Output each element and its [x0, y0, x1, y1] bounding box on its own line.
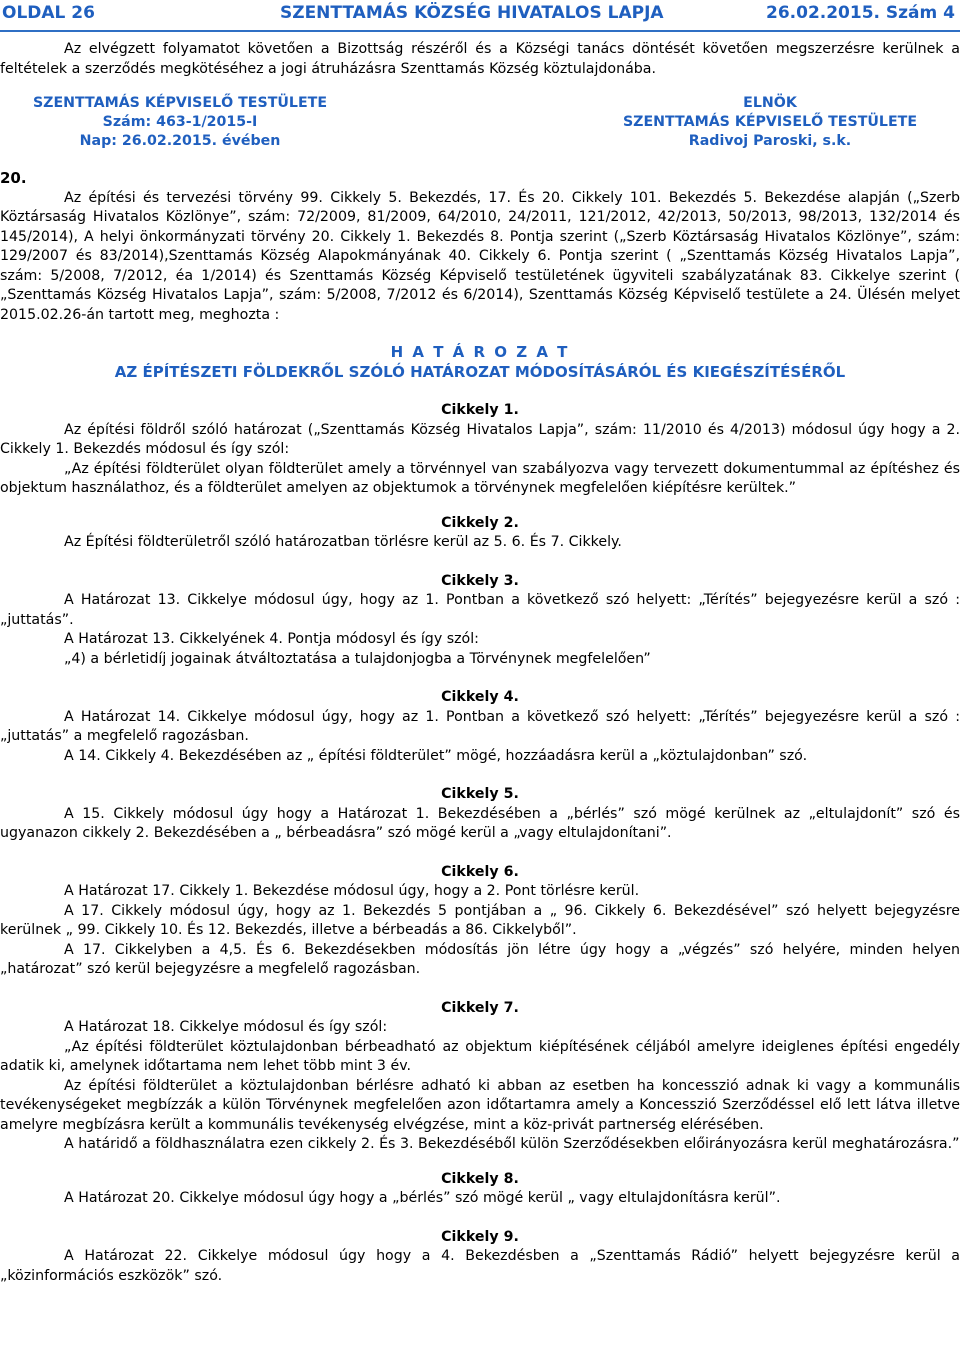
signature-block — [0, 94, 960, 150]
article-paragraph: A Határozat 18. Cikkelye módosul és így szól: — [64, 1019, 388, 1035]
article-title: Cikkely 2. — [441, 514, 519, 531]
article-title: Cikkely 4. — [441, 689, 519, 705]
article-paragraph: „4) a bérletidíj jogainak átváltoztatása a tulajdonjogba a Törvénynek megfelelően” — [64, 650, 651, 667]
sig-right-line-1: ELNÖK — [743, 95, 797, 111]
article-title: Cikkely 3. — [441, 572, 519, 589]
signature-left — [30, 94, 330, 151]
article-paragraph: A Határozat 13. Cikkelyének 4. Pontja módosyl és így szól: — [64, 631, 479, 647]
page-header — [0, 0, 960, 32]
article-title: Cikkely 1. — [441, 402, 519, 418]
article-paragraph: Az építési földterület a köztulajdonban bérlésre adható ki abban az esetben ha koncesszió adnak ki vagy a kommunális tevékenységeket megbízzák a külön Törvénynek megfelelően azon időtartamra amely a Koncesszió Szerződéssel elő lett látva illetve amelyre megbízásra került a kommunális tevékenység elvégzése, mint a köz-privát partnerség elérésében. — [0, 1077, 960, 1133]
issue-date: 26.02.2015. Szám 4 — [766, 3, 955, 23]
sig-right-line-3: Radivoj Paroski, s.k. — [688, 133, 852, 149]
article-paragraph: Az Építési földterületről szóló határozatban törlésre kerül az 5. 6. És 7. Cikkely. — [64, 534, 622, 550]
sig-right-line-2: SZENTTAMÁS KÉPVISELŐ TESTÜLETE — [622, 114, 918, 130]
intro-paragraph: Az elvégzett folyamatot követően a Bizottság részéről és a Községi tanács döntését követően megszerzésre kerülnek a feltételek a szerződés megkötéséhez a jogi átruházásra Szenttamás Község köztulajdonába. — [0, 41, 960, 77]
article-paragraph: A Határozat 14. Cikkelye módosul úgy, hogy az 1. Pontban a következő szó helyett: „Térítés” bejegyezésre kerül a szó : „juttatás” a megfelelő ragozásban. — [0, 708, 960, 744]
item-number: 20. — [0, 169, 27, 187]
article-paragraph: A 17. Cikkelyben a 4,5. És 6. Bekezdésekben módosítás jön létre úgy hogy a „végzés” szó helyére, minden helyen „határozat” szó kerül bejegyzésre a megfelelő ragozásban. — [0, 941, 960, 977]
signature-right — [605, 94, 935, 151]
publication-title: SZENTTAMÁS KÖZSÉG HIVATALOS LAPJA — [280, 3, 664, 23]
sig-left-line-1: SZENTTAMÁS KÉPVISELŐ TESTÜLETE — [32, 95, 328, 111]
article-paragraph: A 14. Cikkely 4. Bekezdésében az „ építési földterület” mögé, hozzáadásra kerül a „köztulajdonban” szó. — [64, 747, 808, 764]
article-paragraph: A Határozat 22. Cikkelye módosul úgy hogy a 4. Bekezdésben a „Szenttamás Rádió” helyett bejegyzésre kerül a „közinformációs eszközök” szó. — [0, 1248, 960, 1284]
article-title: Cikkely 9. — [441, 1228, 519, 1245]
decision-title: H A T Á R O Z A T — [390, 343, 570, 361]
decision-subtitle: AZ ÉPÍTÉSZETI FÖLDEKRŐL SZÓLÓ HATÁROZAT MÓDOSÍTÁSÁRÓL ÉS KIEGÉSZÍTÉSÉRŐL — [114, 362, 846, 381]
article-title: Cikkely 6. — [441, 863, 519, 880]
article-title: Cikkely 5. — [441, 786, 519, 802]
preamble: Az építési és tervezési törvény 99. Cikkely 5. Bekezdés, 17. És 20. Cikkely 101. Bekezdés 5. Bekezdése alapján („Szerb Köztársaság Hivatalos Közlönye”, szám: 72/2009, 81/2009, 64/2010, 24/2011, 121/2012, 42/2013, 50/2013, 98/2013, 132/2014 és 145/2014), A helyi önkormányzati törvény 20. Cikkely 1. Bekezdés 8. Pontja szerint („Szerb Köztársaság Hivatalos Közlönye”, szám: 129/2007 és 83/2014),Szenttamás Község Alapokmányának 40. Cikkely 6. Pontja szerint ( „Szenttamás Község Hivatalos Lapja”, szám: 5/2008, 7/2012, éa 1/2014) és Szenttamás Község Képviselő testületének ügyviteli szabályzatának 83. Cikkelye szerint ( „Szenttamás Község Hivatalos Lapja”, szám: 5/2008, 7/2012 és 6/2014), Szenttamás Község Képviselő testülete a 24. Ülésén melyet 2015.02.26-án tartott meg, meghozta : — [0, 189, 960, 323]
document-body — [0, 40, 960, 1286]
article-paragraph: A Határozat 17. Cikkely 1. Bekezdése módosul úgy, hogy a 2. Pont törlésre kerül. — [64, 883, 640, 899]
article-title: Cikkely 7. — [441, 999, 519, 1016]
sig-left-line-3: Nap: 26.02.2015. évében — [79, 133, 281, 149]
article-paragraph: A határidő a földhasználatra ezen cikkely 2. És 3. Bekezdéséből külön Szerződésekben előirányozásra kerül meghatározásra.” — [64, 1136, 960, 1152]
article-paragraph: A 17. Cikkely módosul úgy, hogy az 1. Bekezdés 5 pontjában a „ 96. Cikkely 6. Bekezdésével” szó helyett bejegyzésre kerülnek „ 99. Cikkely 10. És 12. Bekezdés, illetve a bérbeadás a 86. Cikkelyből”. — [0, 902, 960, 938]
article-title: Cikkely 8. — [441, 1170, 519, 1187]
sig-left-line-2: Szám: 463-1/2015-I — [102, 114, 258, 130]
page-number: OLDAL 26 — [2, 3, 95, 23]
article-paragraph: Az építési földről szóló határozat („Szenttamás Község Hivatalos Lapja”, szám: 11/2010 és 4/2013) módosul úgy hogy a 2. Cikkely 1. Bekezdés módosul és így szól: — [0, 421, 960, 457]
article-paragraph: A 15. Cikkely módosul úgy hogy a Határozat 1. Bekezdésében a „bérlés” szó mögé kerülnek az „eltulajdonít” szó és ugyanazon cikkely 2. Bekezdésében a „ bérbeadásra” szó mögé kerül a „vagy eltulajdonítani”. — [0, 805, 960, 841]
article-paragraph: „Az építési földterület köztulajdonban bérbeadható az objektum kiépítésének céljából amelyre ideiglenes építési engedély adatik ki, amelynek időtartama nem lehet több mint 3 év. — [0, 1038, 960, 1074]
article-paragraph: A Határozat 20. Cikkelye módosul úgy hogy a „bérlés” szó mögé kerül „ vagy eltulajdonításra kerül”. — [64, 1190, 781, 1206]
article-paragraph: A Határozat 13. Cikkelye módosul úgy, hogy az 1. Pontban a következő szó helyett: „Térítés” bejegyezésre kerül a szó : „juttatás”. — [0, 592, 960, 628]
article-paragraph: „Az építési földterület olyan földterület amely a törvénnyel van szabályozva vagy tervezett dokumentummal az építéshez és objektum használathoz, és a földterület amelyen az objektumok a törvénynek megfelelően kiépítésre kerültek.” — [0, 460, 960, 496]
